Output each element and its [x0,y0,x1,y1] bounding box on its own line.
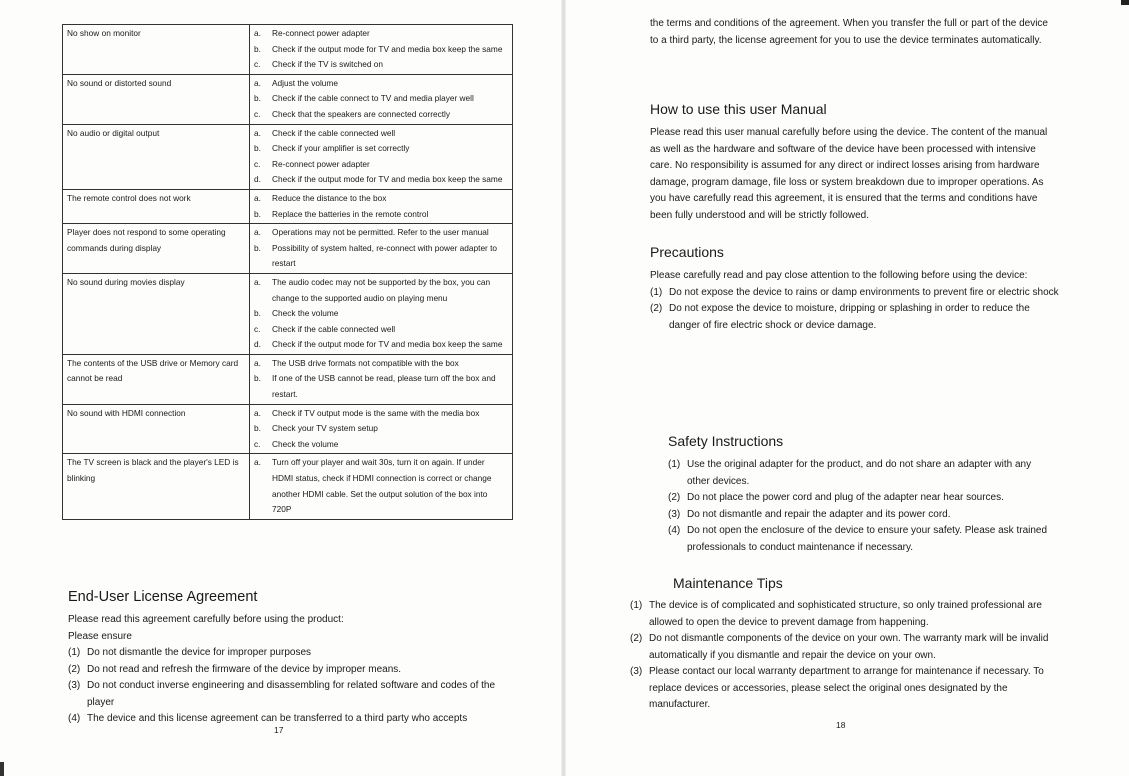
safety-number: (4) [668,525,681,536]
maintenance-number: (2) [630,633,643,644]
eula-item [68,645,508,662]
solution-text: Check that the speakers are connected correctly [272,108,451,119]
solution-item [254,437,508,453]
maintenance-number: (1) [630,600,643,611]
eula-number: (1) [68,647,81,658]
trouble-row [63,354,513,404]
solution-cell [250,404,513,454]
precaution-item [650,301,1060,334]
solution-text: If one of the USB cannot be read, please turn off the box and restart. [272,373,496,400]
scan-edge-mark [0,762,4,776]
precaution-number: (1) [650,286,663,298]
solution-text: Check your TV system setup [272,423,378,434]
solution-marker: a. [254,28,261,38]
solution-item [254,275,508,306]
eula-item [68,662,508,679]
maintenance-title: Maintenance Tips [673,575,783,591]
solution-marker: d. [254,174,261,185]
maintenance-number: (3) [630,666,643,677]
eula-intro: Please read this agreement carefully before using the product: [68,614,344,625]
solution-item [254,26,508,42]
solution-item [254,126,508,142]
solution-marker: d. [254,339,261,350]
solution-marker: b. [254,93,261,104]
solution-marker: b. [254,208,261,219]
solution-item [254,337,508,353]
solution-text: The audio codec may not be supported by the box, you can change to the supported audio on playing menu [272,276,491,303]
problem-cell: No show on monitor [63,25,250,75]
solution-text: Re-connect power adapter [272,28,370,38]
trouble-row [63,404,513,454]
solution-item [254,191,508,207]
eula-section [68,612,508,728]
solution-marker: a. [254,407,261,418]
eula-continued: the terms and conditions of the agreement. When you transfer the full or part of the device to a third party, the license agreement for you to use the device terminates automatically. [650,18,1048,46]
eula-text: Do not read and refresh the firmware of the device by improper means. [87,663,402,675]
eula-item [68,711,508,728]
solution-item [254,42,508,58]
solution-item [254,157,508,173]
solution-item [254,57,508,73]
trouble-row [63,124,513,189]
solution-item [254,91,508,107]
troubleshooting-table [62,24,513,520]
precautions-list [650,285,1060,335]
solution-cell [250,189,513,223]
solution-text: Check the volume [272,438,339,449]
page-left [0,0,560,776]
solution-text: Check if TV output mode is the same with the media box [272,407,480,418]
problem-cell: The contents of the USB drive or Memory card cannot be read [63,354,250,404]
solution-item [254,306,508,322]
problem-cell: Player does not respond to some operating commands during display [63,224,250,274]
eula-list [68,645,508,728]
precaution-text: Do not expose the device to moisture, dripping or splashing in order to reduce the danger of fire electric shock or device damage. [669,303,1030,331]
safety-item [668,523,1053,556]
solution-item [254,322,508,338]
precautions-intro: Please carefully read and pay close attention to the following before using the device: [650,270,1028,281]
solution-marker: a. [254,357,261,368]
solution-text: Adjust the volume [272,77,338,88]
solution-marker: b. [254,308,261,319]
eula-ensure: Please ensure [68,630,132,642]
solution-marker: b. [254,143,261,154]
precautions-section [650,268,1060,334]
maintenance-text: Do not dismantle components of the device on your own. The warranty mark will be invalid automatically if you dismantle and repair the device on your own. [649,633,1049,661]
solution-item [254,455,508,517]
solution-marker: b. [254,373,261,384]
eula-text: The device and this license agreement can be transferred to a third party who accepts [87,713,468,724]
solution-item [254,207,508,223]
solution-marker: b. [254,43,261,54]
troubleshooting-table-body [63,25,513,520]
trouble-row [63,273,513,354]
solution-marker: c. [254,323,261,334]
solution-item [254,356,508,372]
maintenance-text: Please contact our local warranty department to arrange for maintenance if necessary. To replace devices or accessories, please select the original ones designated by the manufacturer. [649,666,1044,710]
precaution-item [650,285,1060,302]
solution-item [254,241,508,272]
safety-text: Do not place the power cord and plug of the adapter near hear sources. [687,492,1004,503]
solution-cell [250,74,513,124]
maintenance-item [630,664,1050,714]
problem-cell: The remote control does not work [63,189,250,223]
how-to-body: Please read this user manual carefully before using the device. The content of the manual as well as the hardware and software of the device have been processed with intensive care. No responsibility is assumed for any direct or indirect losses arising from hardware damage, program damage, file loss or system breakdown due to improper operations. As you have carefully read this agreement, it is ensured that the terms and conditions have been fully understood and will be strictly followed. [650,127,1048,221]
safety-item [668,457,1053,490]
solution-text: Check if the output mode for TV and media box keep the same [272,174,503,185]
solution-text: Check if the output mode for TV and media box keep the same [272,339,503,350]
how-to-title: How to use this user Manual [650,101,827,117]
trouble-row [63,74,513,124]
solution-text: The USB drive formats not compatible with the box [272,357,459,368]
solution-text: Check if the TV is switched on [272,59,383,70]
solution-item [254,406,508,422]
solution-text: Check if the cable connected well [272,127,396,138]
solution-text: Check if your amplifier is set correctly [272,143,410,154]
scan-corner-mark [1121,0,1129,5]
solution-cell [250,273,513,354]
solution-item [254,421,508,437]
page-number-left: 17 [274,725,284,735]
trouble-row [63,25,513,75]
maintenance-list [630,598,1050,714]
problem-cell: The TV screen is black and the player's LED is blinking [63,454,250,519]
safety-title: Safety Instructions [668,433,784,449]
problem-cell: No sound during movies display [63,273,250,354]
solution-cell [250,454,513,519]
solution-text: Reduce the distance to the box [272,192,387,203]
solution-marker: a. [254,77,261,88]
solution-cell [250,124,513,189]
maintenance-item [630,598,1050,631]
precaution-number: (2) [650,303,663,314]
solution-text: Check if the cable connected well [272,323,396,334]
eula-number: (4) [68,713,81,724]
solution-marker: a. [254,192,261,203]
solution-text: Replace the batteries in the remote control [272,208,429,219]
eula-item [68,678,508,711]
solution-item [254,141,508,157]
eula-number: (3) [68,680,81,691]
trouble-row [63,224,513,274]
eula-number: (2) [68,663,81,675]
eula-text: Do not conduct inverse engineering and disassembling for related software and codes of the player [87,680,496,708]
precaution-text: Do not expose the device to rains or damp environments to prevent fire or electric shock [669,286,1059,298]
precautions-title: Precautions [650,244,724,260]
safety-list [668,457,1053,556]
solution-marker: a. [254,227,261,238]
problem-cell: No sound with HDMI connection [63,404,250,454]
solution-item [254,225,508,241]
safety-item [668,490,1053,507]
solution-text: Check the volume [272,308,339,319]
solution-cell [250,354,513,404]
eula-title: End-User License Agreement [68,589,258,605]
solution-marker: b. [254,242,261,253]
solution-text: Turn off your player and wait 30s, turn it on again. If under HDMI status, check if HDMI connection is correct or change another HDMI cable. Set the output solution of the box into 720P [272,457,492,515]
maintenance-text: The device is of complicated and sophisticated structure, so only trained professional are allowed to open the device to prevent damage from happening. [649,600,1042,628]
safety-text: Use the original adapter for the product, and do not share an adapter with any other devices. [687,459,1032,487]
page-right [566,0,1129,776]
solution-item [254,107,508,123]
safety-number: (3) [668,508,681,520]
solution-item [254,371,508,402]
solution-marker: c. [254,108,261,119]
solution-text: Operations may not be permitted. Refer to the user manual [272,227,489,238]
trouble-row [63,454,513,519]
safety-number: (2) [668,492,681,503]
solution-marker: b. [254,423,261,434]
solution-cell [250,224,513,274]
solution-text: Check if the output mode for TV and media box keep the same [272,43,503,54]
problem-cell: No audio or digital output [63,124,250,189]
solution-marker: a. [254,457,261,468]
problem-cell: No sound or distorted sound [63,74,250,124]
solution-marker: a. [254,276,261,287]
eula-text: Do not dismantle the device for improper purposes [87,647,312,658]
solution-text: Check if the cable connect to TV and media player well [272,93,474,104]
solution-marker: c. [254,438,261,449]
safety-text: Do not open the enclosure of the device to ensure your safety. Please ask trained professionals to conduct maintenance if necessary. [687,525,1048,553]
trouble-row [63,189,513,223]
solution-marker: c. [254,59,261,70]
solution-marker: a. [254,127,261,138]
solution-text: Possibility of system halted, re-connect with power adapter to restart [272,242,498,269]
safety-text: Do not dismantle and repair the adapter and its power cord. [687,508,951,520]
safety-number: (1) [668,459,681,470]
solution-item [254,172,508,188]
solution-marker: c. [254,158,261,169]
solution-cell [250,25,513,75]
solution-item [254,76,508,92]
safety-item [668,507,1053,524]
page-number-right: 18 [836,720,846,730]
maintenance-item [630,631,1050,664]
solution-text: Re-connect power adapter [272,158,370,169]
